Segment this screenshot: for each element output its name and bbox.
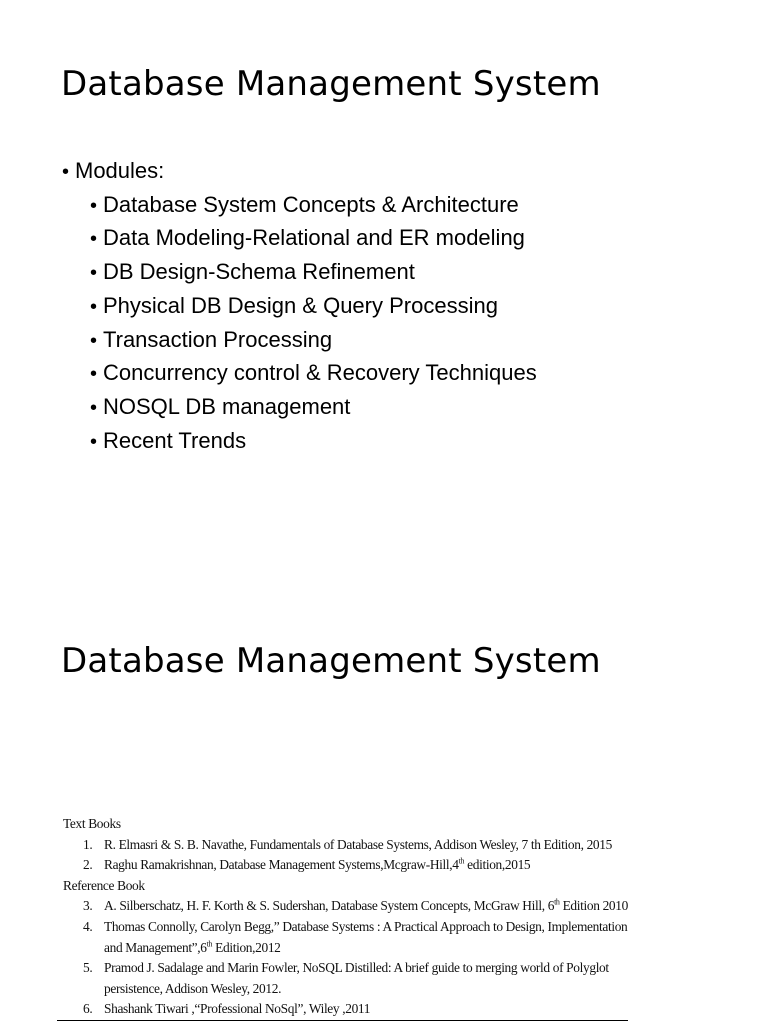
list-item [63,896,628,917]
list-item [62,324,537,358]
ref-number: 5. [83,960,93,976]
list-item [62,222,537,256]
slide-1-title: Database Management System [61,64,601,104]
ref-text: A. Silberschatz, H. F. Korth & S. Sudershan, Database System Concepts, McGraw Hill, 6th Edition 2010 [104,897,628,914]
ref-text: Pramod J. Sadalage and Marin Fowler, NoSQL Distilled: A brief guide to merging world of Polyglot persistence, Addison Wesley, 2012. [104,960,609,996]
list-item [62,357,537,391]
text-books-heading: Text Books [63,816,121,831]
ref-text: R. Elmasri & S. B. Navathe, Fundamentals of Database Systems, Addison Wesley, 7 th Edition, 2015 [104,836,612,852]
bullet-icon: • [90,430,98,453]
list-item [63,917,628,958]
list-item [63,855,628,876]
list-item [63,999,628,1020]
module-item: DB Design-Schema Refinement [103,259,415,285]
module-item: Data Modeling-Relational and ER modeling [103,225,525,251]
module-item: Physical DB Design & Query Processing [103,292,498,318]
module-item: Recent Trends [103,427,247,453]
list-item [62,290,537,324]
ref-number: 4. [83,918,93,934]
bullet-icon: • [90,329,98,352]
modules-label: Modules: [75,158,165,183]
bullet-icon: • [90,295,98,318]
bullet-icon: • [90,396,98,419]
module-item: NOSQL DB management [103,393,351,419]
bullet-icon: • [90,194,98,217]
list-item [62,391,537,425]
list-item [62,256,537,290]
bullet-icon: • [90,363,98,386]
ref-text: Thomas Connolly, Carolyn Begg,” Database Systems : A Practical Approach to Design, Implementation and Management”,6th Edition,2012 [104,918,628,955]
ref-text: Shashank Tiwari ,“Professional NoSql”, Wiley ,2011 [104,1001,371,1017]
ref-number: 1. [83,836,93,852]
ref-number: 2. [83,857,93,873]
ref-text: Raghu Ramakrishnan, Database Management Systems,Mcgraw-Hill,4th edition,2015 [104,856,531,873]
list-item [62,425,537,459]
ref-number: 6. [83,1001,93,1017]
book-references [63,814,628,1020]
module-item: Concurrency control & Recovery Techniques [103,360,537,386]
divider [57,1020,628,1021]
list-item [63,835,628,856]
list-item [62,155,537,189]
module-item: Transaction Processing [103,326,333,352]
bullet-icon: • [62,161,70,183]
bullet-icon: • [90,262,98,285]
ref-number: 3. [83,898,93,914]
reference-book-heading: Reference Book [63,877,145,893]
list-item [62,189,537,223]
module-item: Database System Concepts & Architecture [103,191,519,217]
list-item [63,958,628,999]
slide-2-title: Database Management System [61,641,601,681]
modules-bullet-list [62,155,537,458]
bullet-icon: • [90,228,98,251]
